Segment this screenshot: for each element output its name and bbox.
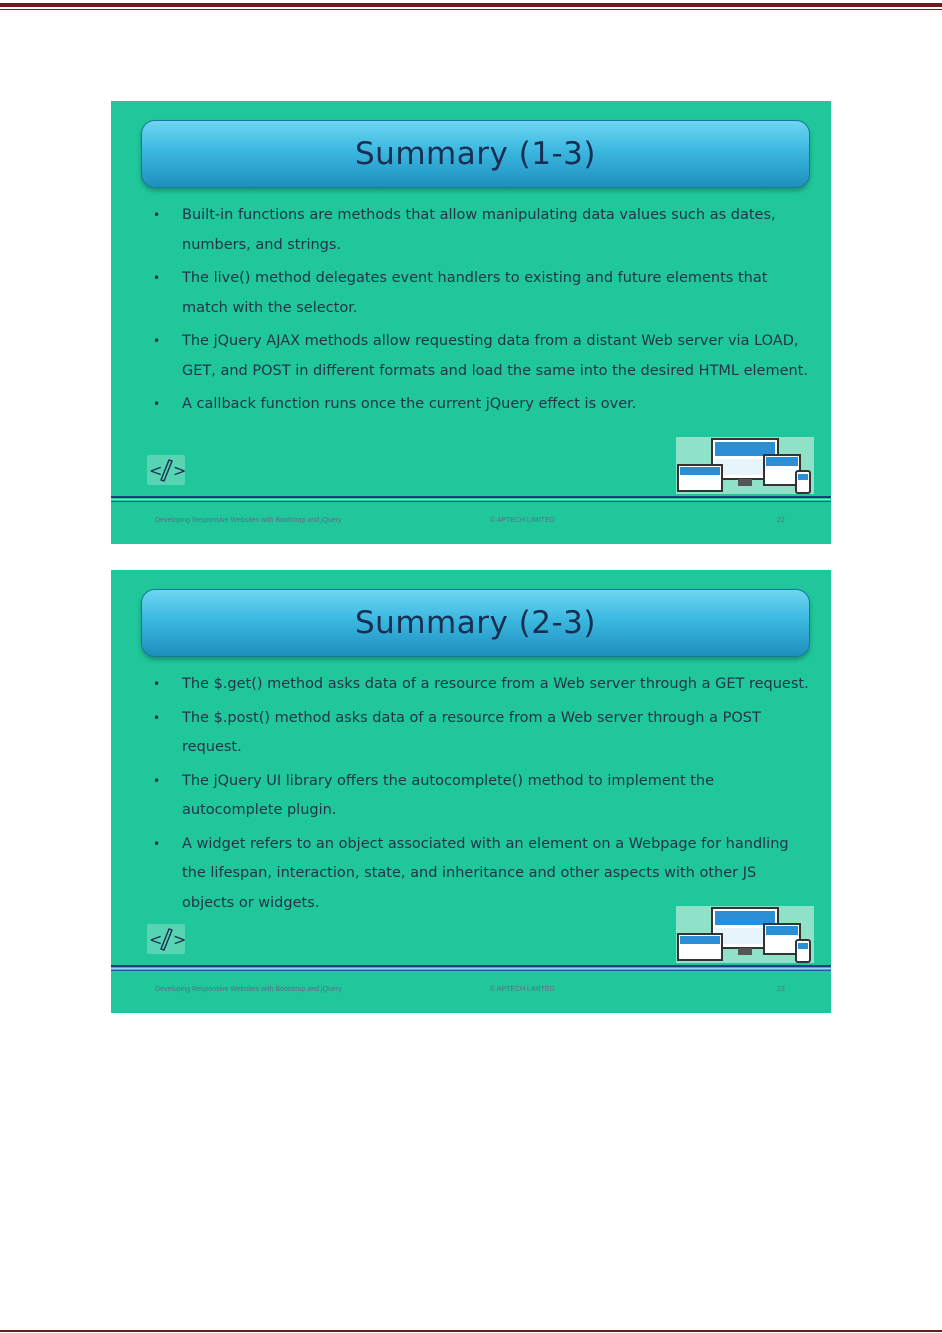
- bullet-item: • The $.post() method asks data of a resource from a Web server through a POST request.: [153, 709, 761, 755]
- slide-title-bar: [141, 120, 810, 188]
- bullet-item: • The jQuery AJAX methods allow requesting data from a distant Web server via LOAD, GET, and POST in different formats and load the same into the desired HTML element.: [153, 333, 808, 379]
- slide-summary-2: [111, 570, 831, 1013]
- slide-footer: [111, 965, 831, 1013]
- svg-text:<: <: [149, 461, 163, 480]
- slide-title: Summary (2-3): [355, 605, 596, 641]
- slide-footer: [111, 496, 831, 544]
- footer-page-number: 22: [777, 517, 785, 524]
- bullet-item: • The live() method delegates event handlers to existing and future elements that match with the selector.: [153, 270, 768, 316]
- footer-course-title: Developing Responsive Websites with Bootstrap and jQuery: [155, 517, 342, 524]
- slide-title-bar: [141, 589, 810, 657]
- footer-page-number: 23: [777, 986, 785, 993]
- bullet-item: • Built-in functions are methods that allow manipulating data values such as dates, numbers, and strings.: [153, 207, 776, 253]
- bullet-list: [153, 201, 813, 424]
- svg-text:>: >: [173, 930, 187, 949]
- footer-course-title: Developing Responsive Websites with Bootstrap and jQuery: [155, 986, 342, 993]
- code-pen-icon: [147, 924, 185, 954]
- page-footer-rule: [0, 1330, 942, 1332]
- bullet-item: • The jQuery UI library offers the autocomplete() method to implement the autocomplete plugin.: [153, 772, 715, 818]
- bullet-item: • A callback function runs once the current jQuery effect is over.: [153, 396, 637, 412]
- bullet-list: [153, 670, 813, 922]
- slide-title: Summary (1-3): [355, 136, 596, 172]
- page-header-rule: [0, 0, 942, 10]
- responsive-devices-icon: [676, 437, 814, 494]
- bullet-item: • A widget refers to an object associated with an element on a Webpage for handling the lifespan, interaction, state, and inheritance and other aspects with other JS objects or widgets.: [153, 835, 789, 911]
- slide-summary-1: [111, 101, 831, 544]
- svg-text:<: <: [149, 930, 163, 949]
- footer-copyright: © APTECH LIMITED: [490, 517, 555, 524]
- responsive-devices-icon: [676, 906, 814, 963]
- code-pen-icon: [147, 455, 185, 485]
- svg-text:>: >: [173, 461, 187, 480]
- bullet-item: • The $.get() method asks data of a resource from a Web server through a GET request.: [153, 676, 809, 692]
- footer-copyright: © APTECH LIMITED: [490, 986, 555, 993]
